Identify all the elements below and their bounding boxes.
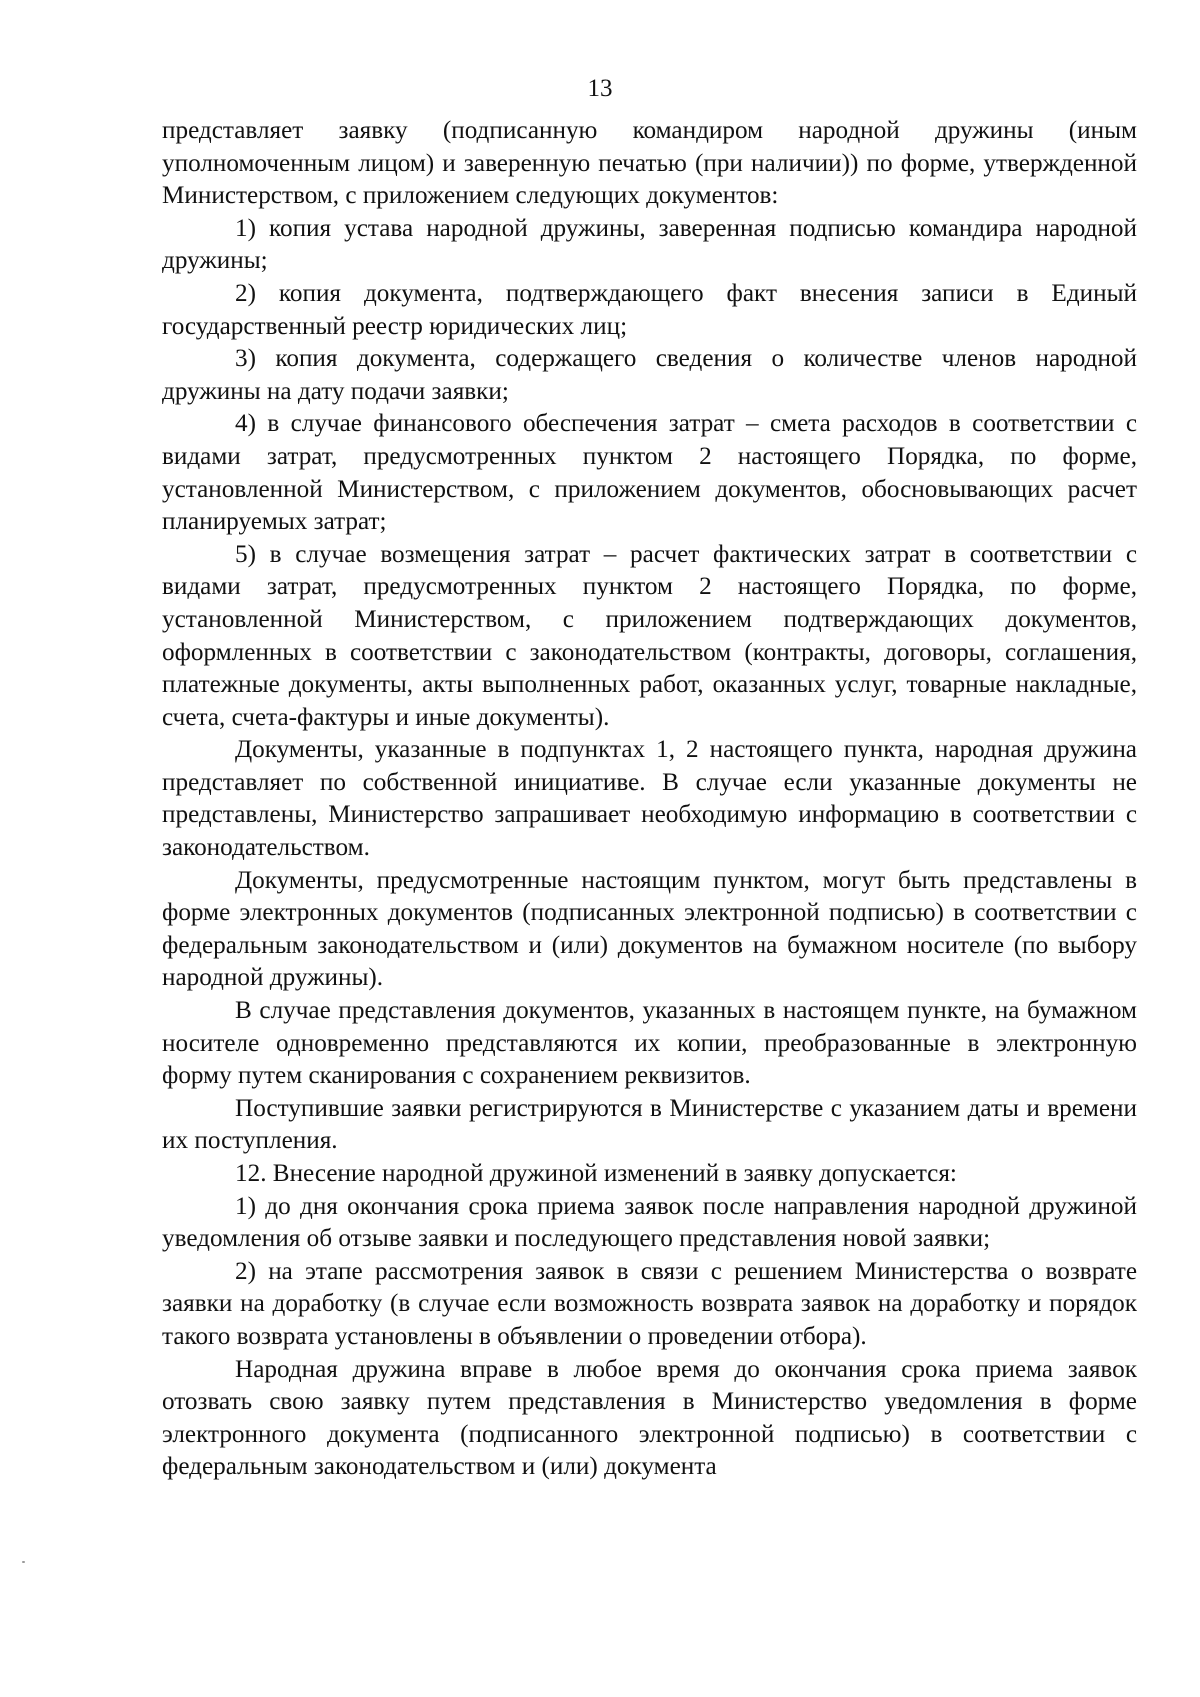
paragraph: 4) в случае финансового обеспечения затрат – смета расходов в соответствии с видами затрат, предусмотренных пунктом 2 настоящего Порядка, по форме, установленной Министерством, с приложением документов, обосновывающих расчет планируемых затрат; — [162, 410, 1137, 536]
paragraph: Документы, предусмотренные настоящим пунктом, могут быть представлены в форме электронных документов (подписанных электронной подписью) в соответствии с федеральным законодательством и (или) документов на бумажном носителе (по выбору народной дружины). — [162, 866, 1137, 992]
paragraph: В случае представления документов, указанных в настоящем пункте, на бумажном носителе одновременно представляются их копии, преобразованные в электронную форму путем сканирования с сохранением реквизитов. — [162, 997, 1137, 1090]
paragraph: Документы, указанные в подпунктах 1, 2 настоящего пункта, народная дружина представляет по собственной инициативе. В случае если указанные документы не представлены, Министерство запрашивает необходимую информацию в соответствии с законодательством. — [162, 736, 1137, 862]
document-body — [162, 115, 1137, 1484]
paragraph: 2) на этапе рассмотрения заявок в связи с решением Министерства о возврате заявки на доработку (в случае если возможность возврата заявок на доработку и порядок такого возврата установлены в объявлении о проведении отбора). — [162, 1257, 1137, 1350]
paragraph: 1) до дня окончания срока приема заявок после направления народной дружиной уведомления об отзыве заявки и последующего представления новой заявки; — [162, 1192, 1137, 1253]
paragraph: 12. Внесение народной дружиной изменений в заявку допускается: — [235, 1160, 957, 1187]
page-number: 13 — [587, 75, 613, 102]
paragraph: представляет заявку (подписанную командиром народной дружины (иным уполномоченным лицом) и заверенную печатью (при наличии)) по форме, утвержденной Министерством, с приложением следующих документов: — [162, 117, 1137, 210]
paragraph: 2) копия документа, подтверждающего факт внесения записи в Единый государственный реестр юридических лиц; — [162, 279, 1137, 340]
paragraph: Поступившие заявки регистрируются в Министерстве с указанием даты и времени их поступления. — [162, 1094, 1137, 1155]
paragraph: 3) копия документа, содержащего сведения о количестве членов народной дружины на дату подачи заявки; — [162, 345, 1137, 405]
paragraph: 5) в случае возмещения затрат – расчет фактических затрат в соответствии с видами затрат, предусмотренных пунктом 2 настоящего Порядка, по форме, установленной Министерством, с приложением подтверждающих документов, оформленных в соответствии с законодательством (контракты, договоры, соглашения, платежные документы, акты выполненных работ, оказанных услуг, товарные накладные, счета, счета-фактуры и иные документы). — [162, 540, 1137, 731]
paragraph: 1) копия устава народной дружины, заверенная подписью командира народной дружины; — [162, 214, 1137, 275]
scan-artifact — [22, 1561, 25, 1563]
paragraph: Народная дружина вправе в любое время до окончания срока приема заявок отозвать свою заявку путем представления в Министерство уведомления в форме электронного документа (подписанного электронной подписью) в соответствии с федеральным законодательством и (или) документа — [162, 1355, 1137, 1481]
